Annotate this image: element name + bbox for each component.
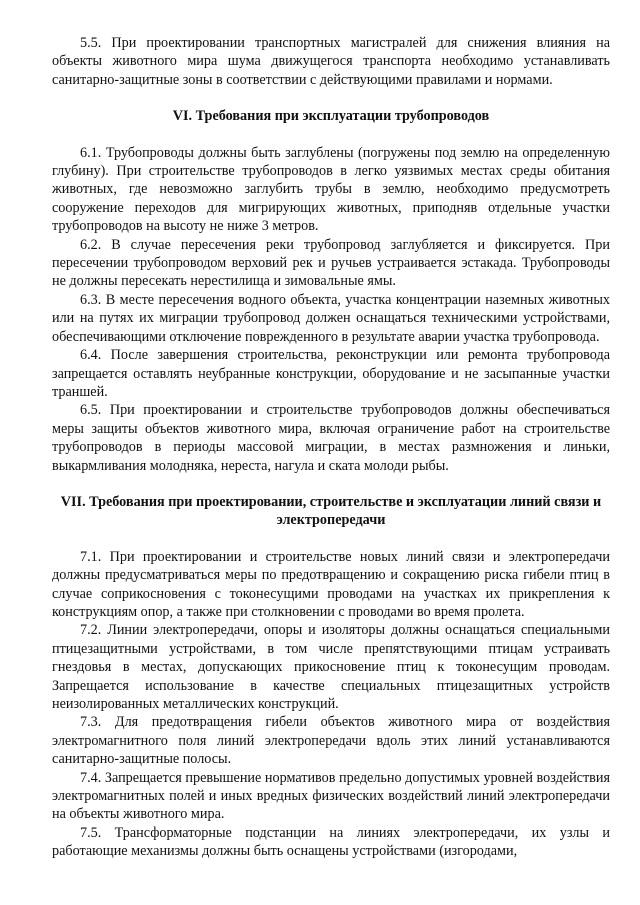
paragraph-5-5: 5.5. При проектировании транспортных магистралей для снижения влияния на объекты животного мира шума движущегося транспорта необходимо устанавливать санитарно-защитные зоны в соответствии с действующими правилами и нормами. — [52, 35, 610, 88]
paragraph-7-4: 7.4. Запрещается превышение нормативов предельно допустимых уровней воздействия электромагнитных полей и иных вредных физических воздействий линий электропередачи на объекты животного мира. — [52, 769, 610, 823]
paragraph-7-5: 7.5. Трансформаторные подстанции на линиях электропередачи, их узлы и работающие механизмы должны быть оснащены устройствами (изгородами, — [52, 824, 610, 860]
paragraph-6-2: 6.2. В случае пересечения реки трубопровод заглубляется и фиксируется. При пересечении трубопроводом верховий рек и ручьев устраивается эстакада. Трубопроводы не должны пересекать нерестилища и зимовальные ямы. — [52, 236, 610, 290]
section-7-heading: VII. Требования при проектировании, строительстве и эксплуатации линий связи и электропередачи — [60, 493, 602, 529]
paragraph-6-4: 6.4. После завершения строительства, реконструкции или ремонта трубопровода запрещается оставлять неубранные конструкции, оборудование и не засыпанные участки траншей. — [52, 347, 610, 400]
section-6-heading: VI. Требования при эксплуатации трубопроводов — [172, 108, 490, 125]
paragraph-6-1: 6.1. Трубопроводы должны быть заглублены (погружены под землю на определенную глубину). При строительстве трубопроводов в легко уязвимых местах среды обитания животных, где невозможно заглубить трубы в землю, необходимо предусмотреть сооружение переходов для мигрирующих животных, приподняв отдельные участки трубопроводов на высоту не ниже 3 метров. — [52, 144, 610, 235]
paragraph-7-2: 7.2. Линии электропередачи, опоры и изоляторы должны оснащаться специальными птицезащитными устройствами, в том числе препятствующими птицам устраивать гнездовья в местах, допускающих прикосновение птиц к токонесущим проводам. Запрещается использование в качестве специальных птицезащитных устройств неизолированных металлических конструкций. — [52, 622, 610, 712]
document-body — [52, 34, 610, 861]
paragraph-7-1: 7.1. При проектировании и строительстве новых линий связи и электропередачи должны предусматриваться меры по предотвращению и сокращению риска гибели птиц в случае соприкосновения с токонесущими проводами на участках их прикрепления к конструкциям опор, а также при столкновении с проводами во время пролета. — [52, 548, 610, 620]
paragraph-6-5: 6.5. При проектировании и строительстве трубопроводов должны обеспечиваться меры защиты объектов животного мира, включая ограничение работ на строительстве трубопроводов в периоды массовой миграции, в местах размножения и линьки, выкармливания молодняка, нереста, нагула и ската молоди рыбы. — [52, 402, 610, 474]
paragraph-7-3: 7.3. Для предотвращения гибели объектов животного мира от воздействия электромагнитного поля линий электропередачи вдоль этих линий устанавливаются санитарно-защитные полосы. — [52, 714, 610, 768]
paragraph-6-3: 6.3. В месте пересечения водного объекта, участка концентрации наземных животных или на путях их миграции трубопровод должен оснащаться техническими устройствами, обеспечивающими отключение поврежденного в результате аварии участка трубопровода. — [52, 291, 610, 345]
